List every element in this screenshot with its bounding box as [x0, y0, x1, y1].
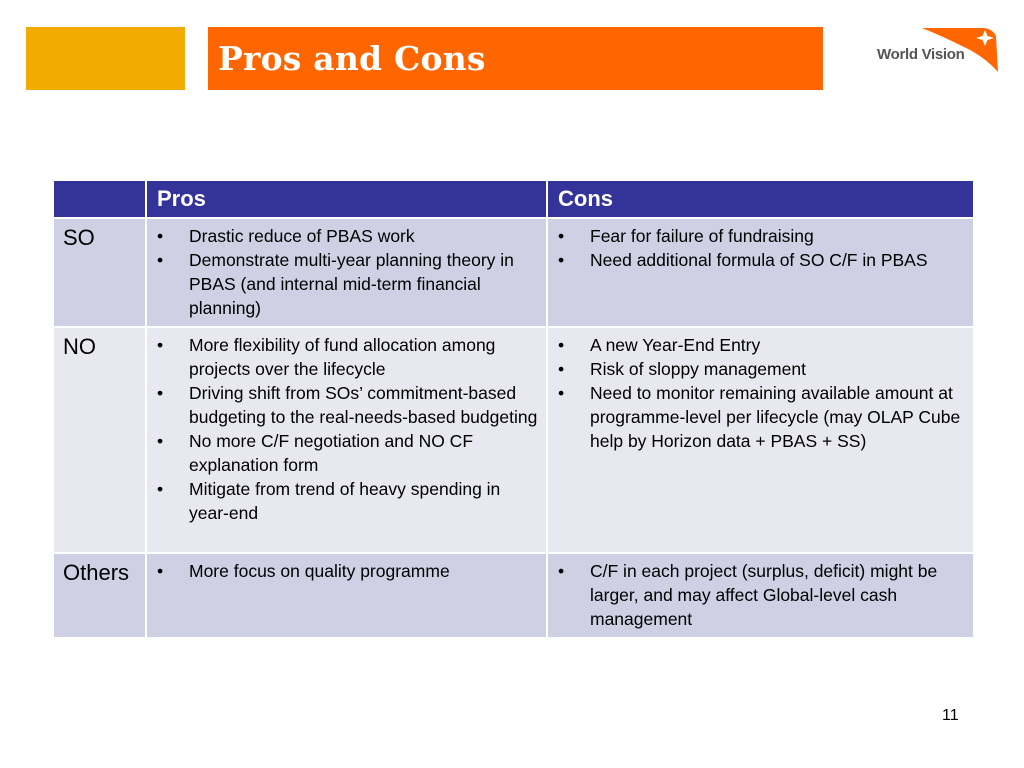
title-bar — [208, 27, 823, 90]
row-label-no: NO — [53, 327, 146, 553]
list-item: • Demonstrate multi-year planning theory in PBAS (and internal mid-term financial planning) — [157, 250, 514, 318]
slide-title: Pros and Cons — [218, 39, 486, 78]
list-item: • Risk of sloppy management — [558, 359, 806, 379]
list-item: • Drastic reduce of PBAS work — [157, 226, 415, 246]
list-item: • More flexibility of fund allocation among projects over the lifecycle — [157, 335, 496, 379]
page-number: 11 — [942, 707, 959, 724]
world-vision-logo — [872, 26, 1000, 76]
so-pros-cell — [146, 218, 547, 327]
header-pros: Pros — [146, 180, 547, 218]
logo-text: World Vision — [877, 46, 965, 63]
table-row — [53, 553, 974, 638]
table-row — [53, 327, 974, 553]
list-item: • Fear for failure of fundraising — [558, 226, 814, 246]
row-label-so: SO — [53, 218, 146, 327]
list-item: • C/F in each project (surplus, deficit) might be larger, and may affect Global-level cash management — [558, 561, 938, 629]
row-label-others: Others — [53, 553, 146, 638]
list-item: • More focus on quality programme — [157, 561, 450, 581]
list-item: • Need additional formula of SO C/F in PBAS — [558, 250, 928, 270]
list-item: • Driving shift from SOs’ commitment-based budgeting to the real-needs-based budgeting — [157, 383, 538, 427]
accent-box — [26, 27, 185, 90]
pros-cons-table — [52, 179, 975, 639]
list-item: • Need to monitor remaining available amount at programme-level per lifecycle (may OLAP Cube help by Horizon data + PBAS + SS) — [558, 383, 961, 451]
so-cons-cell — [547, 218, 974, 327]
no-pros-cell — [146, 327, 547, 553]
header-empty — [53, 180, 146, 218]
list-item: • Mitigate from trend of heavy spending in year-end — [157, 479, 501, 523]
list-item: • A new Year-End Entry — [558, 335, 761, 355]
header-cons: Cons — [547, 180, 974, 218]
list-item: • No more C/F negotiation and NO CF explanation form — [157, 431, 474, 475]
table-header-row — [53, 180, 974, 218]
others-pros-cell — [146, 553, 547, 638]
others-cons-cell — [547, 553, 974, 638]
table-row — [53, 218, 974, 327]
no-cons-cell — [547, 327, 974, 553]
